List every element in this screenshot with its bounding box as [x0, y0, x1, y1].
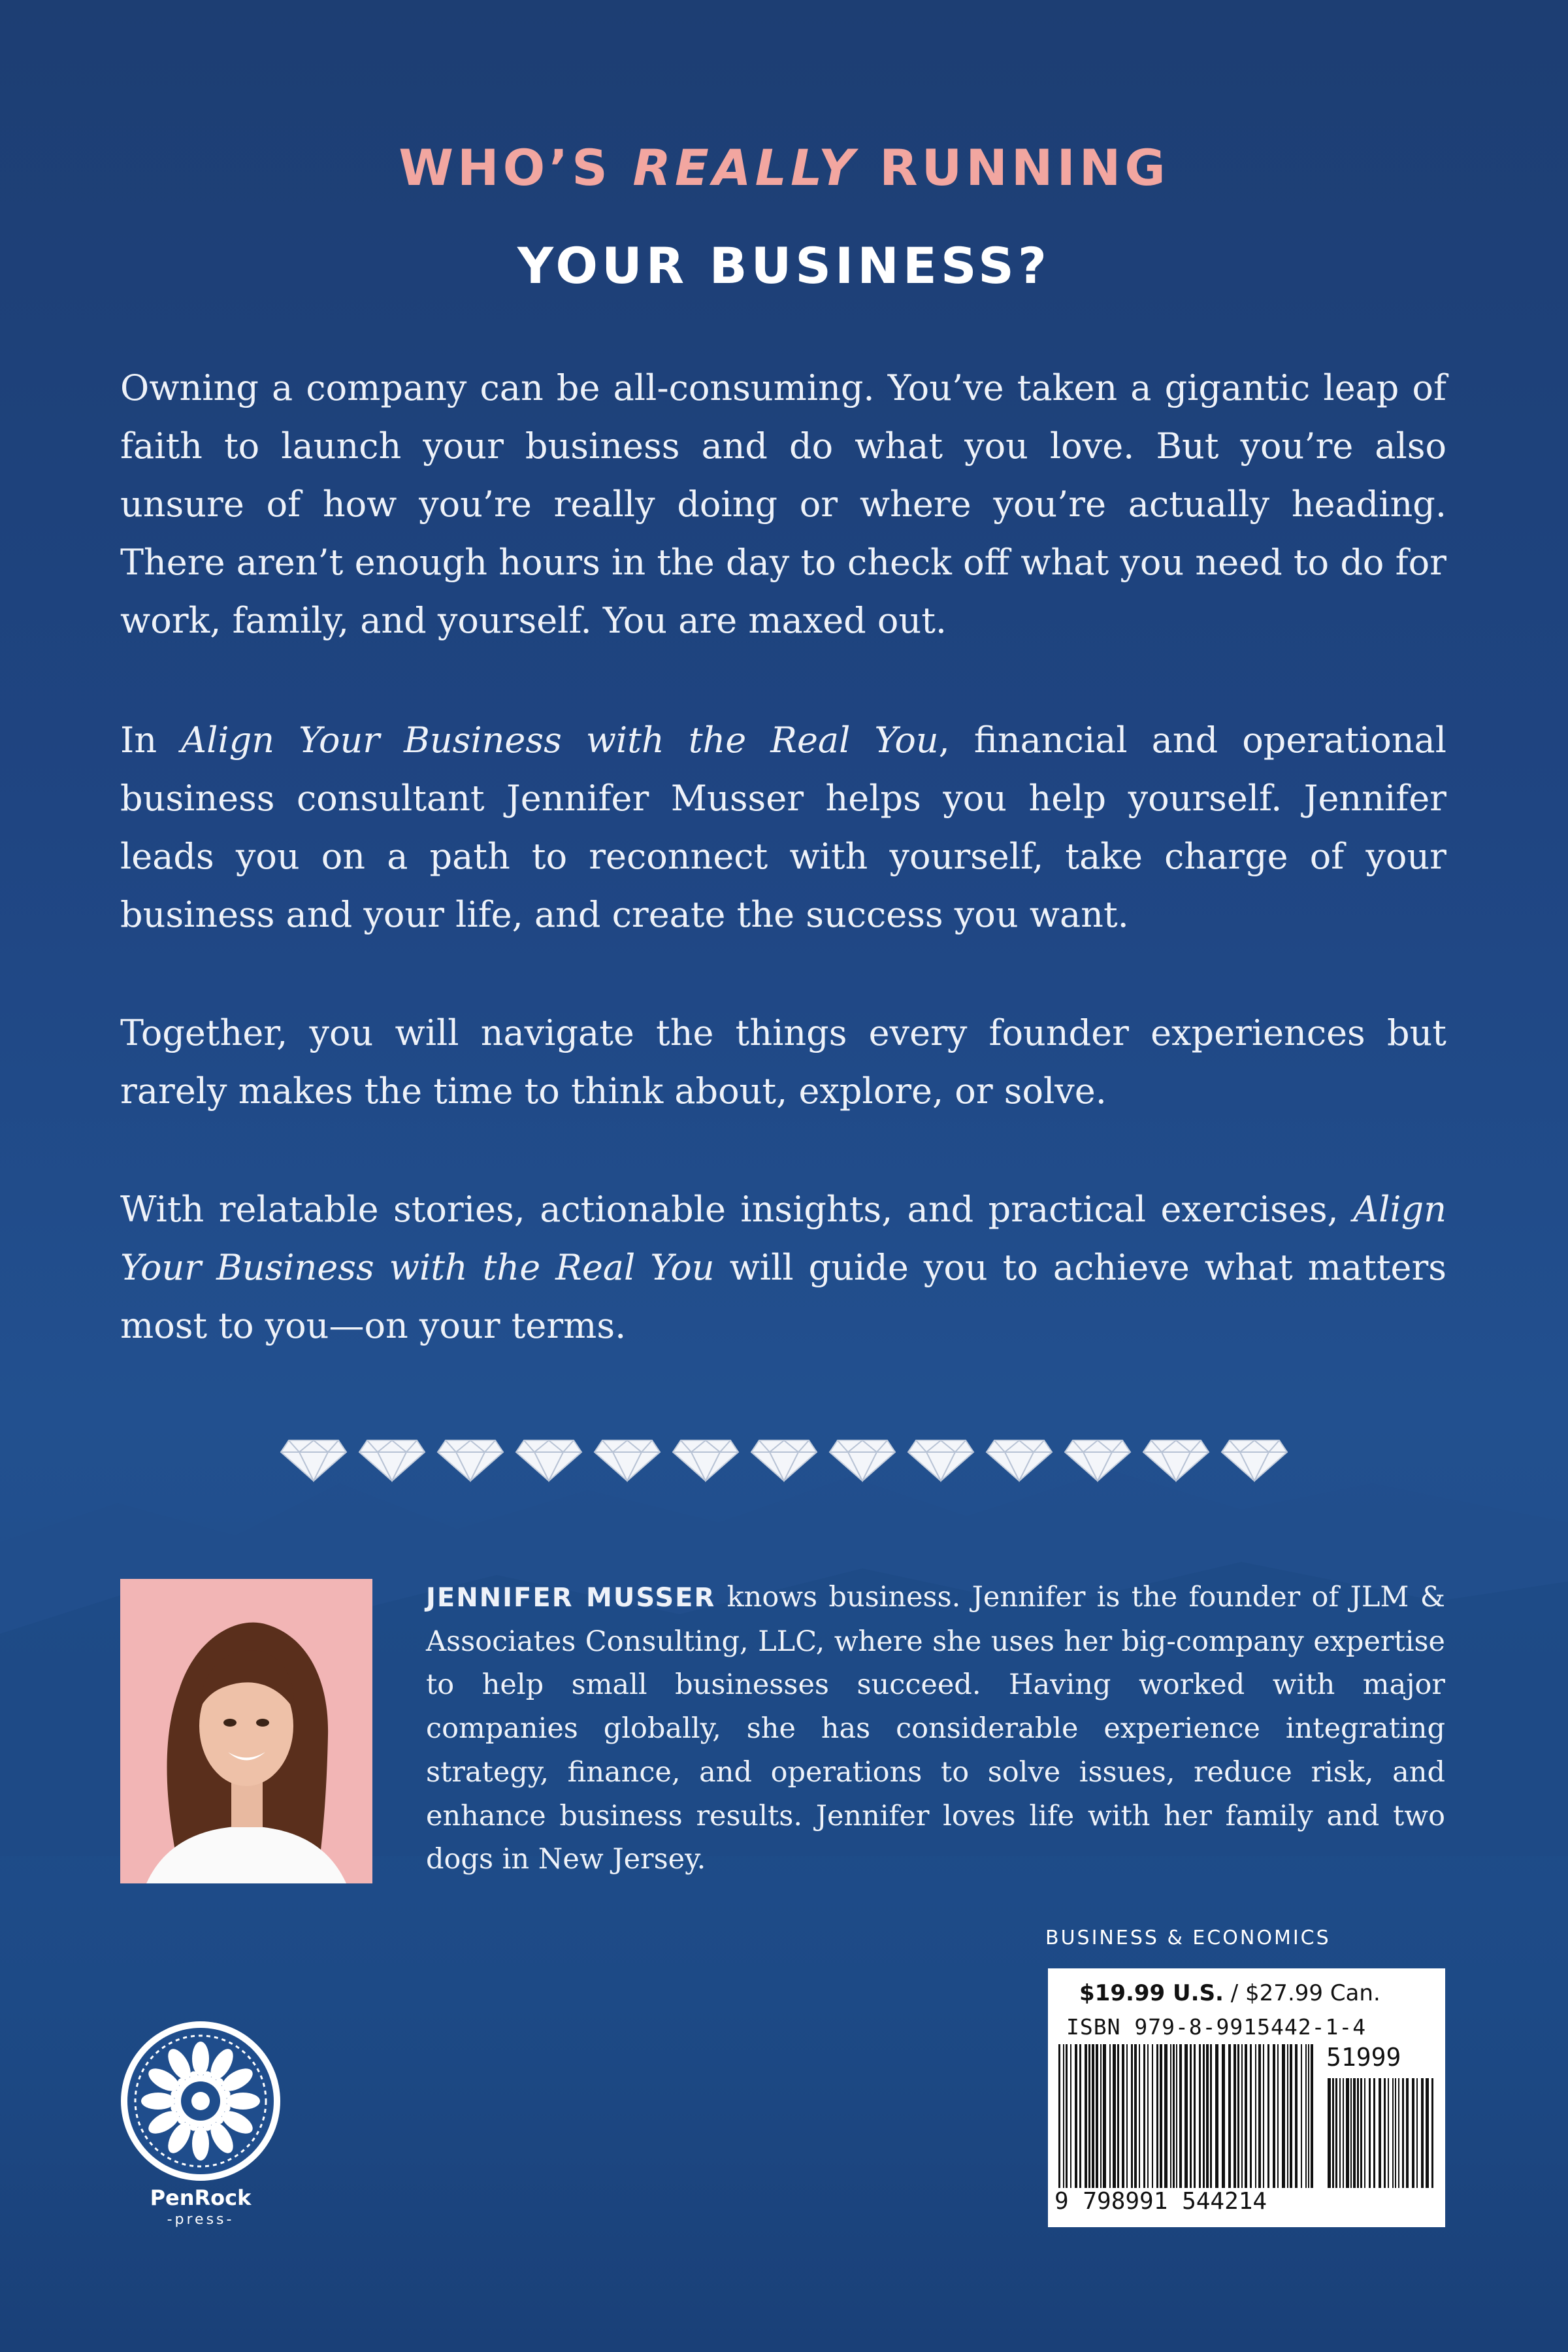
author-name: JENNIFER MUSSER [426, 1583, 716, 1613]
diamond-icon [1064, 1438, 1132, 1482]
headline-line-1: WHO’S REALLY RUNNING [399, 139, 1169, 197]
diamond-icon [1220, 1438, 1288, 1482]
diamond-icon [280, 1438, 348, 1482]
diamond-icon [1142, 1438, 1210, 1482]
book-title-mention: Align Your Business with the Real You [120, 1189, 1446, 1288]
diamond-icon [907, 1438, 975, 1482]
diamond-icon [358, 1438, 426, 1482]
isbn-number: ISBN 979-8-9915442-1-4 [1066, 2014, 1367, 2040]
diamond-divider [280, 1436, 1288, 1483]
author-photo [120, 1579, 372, 1883]
price-code: 51999 [1322, 2043, 1405, 2072]
description-paragraph-1: Owning a company can be all-consuming. You’ve taken a gigantic leap of faith to launch your business and do what you love. But you’re also unsure of how you’re really doing or where you’re actually heading. There aren’t enough hours in the day to check off what you need to do for work, family, and yourself. You are maxed out. [120, 367, 1446, 641]
barcode-box [1048, 1968, 1445, 2227]
diamond-icon [515, 1438, 583, 1482]
author-bio: JENNIFER MUSSER knows business. Jennifer is the founder of JLM & Associates Consulting, LLC, where she uses her big-company expertise to help small businesses succeed. Having worked with major companies globally, she has considerable experience integrating strategy, finance, and operations to solve issues, reduce risk, and enhance business results. Jennifer loves life with her family and two dogs in New Jersey. [426, 1581, 1445, 1876]
description-paragraph-4: With relatable stories, actionable insights, and practical exercises, Align Your Business with the Real You will guide you to achieve what matters most to you—on your terms. [120, 1189, 1447, 1346]
diamond-icon [828, 1438, 896, 1482]
description-paragraph-3: Together, you will navigate the things every founder experiences but rarely makes the time to think about, explore, or solve. [120, 1012, 1446, 1112]
mandala-logo-icon [118, 2018, 284, 2184]
diamond-icon [672, 1438, 740, 1482]
diamond-icon [985, 1438, 1053, 1482]
diamond-icon [593, 1438, 661, 1482]
description-paragraph-2: In Align Your Business with the Real You, financial and operational business consultant Jennifer Musser helps you help yourself. Jennifer leads you on a path to reconnect with yourself, take charge of your business and your life, and create the success you want. [120, 720, 1447, 935]
publisher-imprint: -press- [167, 2211, 235, 2228]
diamond-icon [750, 1438, 818, 1482]
barcode-digits: 9 798991 544214 [1052, 2188, 1269, 2215]
headline-line-2: YOUR BUSINESS? [517, 237, 1051, 295]
headline-emphasis: REALLY [632, 139, 858, 197]
book-title-mention: Align Your Business with the Real You [181, 720, 939, 761]
diamond-icon [436, 1438, 504, 1482]
price-line: $19.99 U.S. / $27.99 Can. [1079, 1980, 1380, 2006]
publisher-name: PenRock [150, 2185, 252, 2210]
category-label: BUSINESS & ECONOMICS [1045, 1927, 1331, 1949]
